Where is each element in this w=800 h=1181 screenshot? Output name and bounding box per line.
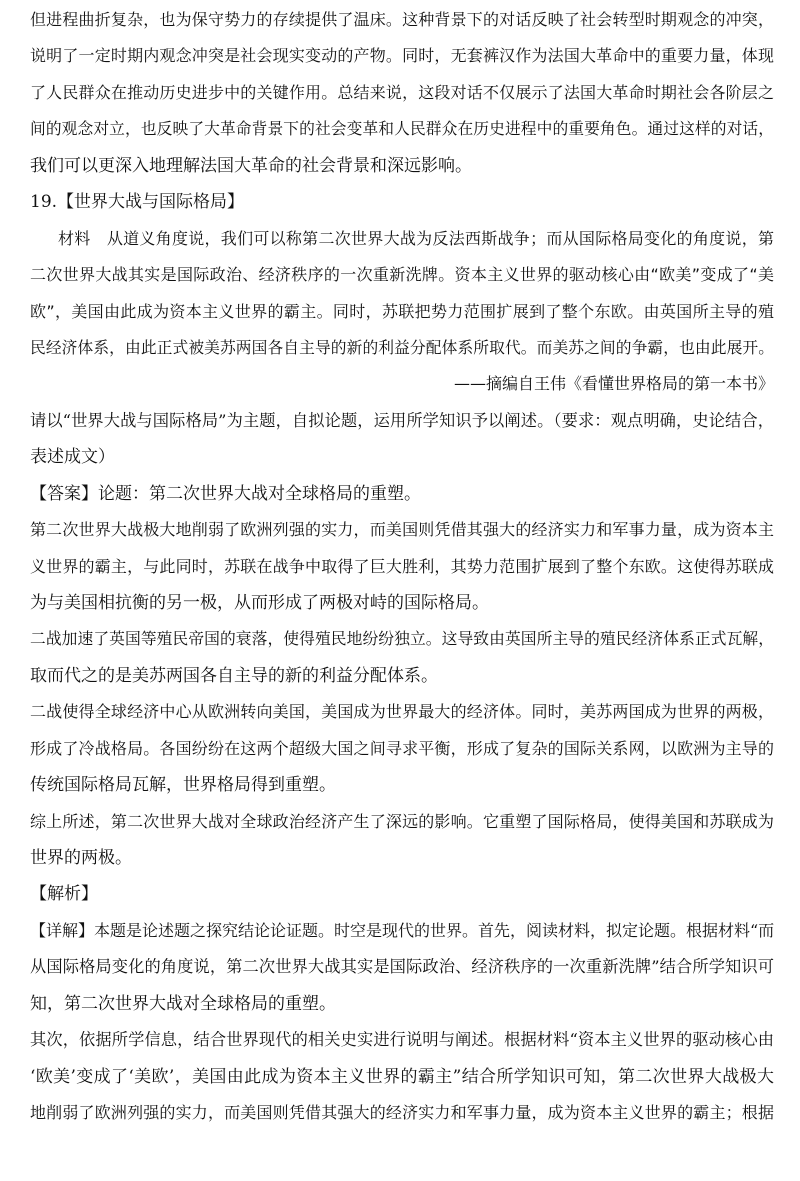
question-prompt: 表述成文） bbox=[30, 447, 115, 467]
text-line: 但进程曲折复杂，也为保守势力的存续提供了温床。这种背景下的对话反映了社会转型时期观念的冲突， bbox=[30, 10, 774, 29]
analysis-line: 【详解】本题是论述题之探究结论论证题。时空是现代的世界。首先，阅读材料，拟定论题。根据材料“而 bbox=[30, 921, 775, 940]
text-line: 了人民群众在推动历史进步中的关键作用。总结来说，这段对话不仅展示了法国大革命时期社会各阶层之 bbox=[30, 83, 774, 102]
answer-line: 义世界的霸主，与此同时，苏联在战争中取得了巨大胜利，其势力范围扩展到了整个东欧。这使得苏联成 bbox=[30, 557, 774, 576]
text-line: 说明了一定时期内观念冲突是社会现实变动的产物。同时，无套裤汉作为法国大革命中的重要力量，体现 bbox=[30, 46, 774, 65]
analysis-heading: 【解析】 bbox=[30, 884, 98, 904]
analysis-line: 从国际格局变化的角度说，第二次世界大战其实是国际政治、经济秩序的一次重新洗牌”结合所学知识可 bbox=[30, 957, 774, 976]
answer-line: 形成了冷战格局。各国纷纷在这两个超级大国之间寻求平衡，形成了复杂的国际关系网，以欧洲为主导的 bbox=[30, 739, 774, 758]
analysis-line: ‘欧美’变成了‘美欧’，美国由此成为资本主义世界的霸主”结合所学知识可知，第二次世界大战极大 bbox=[30, 1067, 774, 1087]
text-line: 我们可以更深入地理解法国大革命的社会背景和深远影响。 bbox=[30, 156, 472, 176]
analysis-line: 其次，依据所学信息，结合世界现代的相关史实进行说明与阐述。根据材料“资本主义世界的驱动核心由 bbox=[30, 1030, 774, 1049]
analysis-line: 地削弱了欧洲列强的实力，而美国则凭借其强大的经济实力和军事力量，成为资本主义世界的霸主；根据 bbox=[30, 1103, 774, 1122]
material-line: 欧”，美国由此成为资本主义世界的霸主。同时，苏联把势力范围扩展到了整个东欧。由英国所主导的殖 bbox=[30, 302, 774, 321]
question-heading: 19.【世界大战与国际格局】 bbox=[30, 192, 245, 212]
answer-line: 取而代之的是美苏两国各自主导的新的利益分配体系。 bbox=[30, 666, 438, 686]
answer-line: 传统国际格局瓦解，世界格局得到重塑。 bbox=[30, 775, 336, 795]
answer-line: 二战使得全球经济中心从欧洲转向美国，美国成为世界最大的经济体。同时，美苏两国成为世界的两极， bbox=[30, 702, 774, 721]
text-line: 间的观念对立，也反映了大革命背景下的社会变革和人民群众在历史进程中的重要角色。通过这样的对话， bbox=[30, 119, 774, 138]
answer-line: 二战加速了英国等殖民帝国的衰落，使得殖民地纷纷独立。这导致由英国所主导的殖民经济体系正式瓦解， bbox=[30, 629, 774, 648]
material-line: 材料 从道义角度说，我们可以称第二次世界大战为反法西斯战争；而从国际格局变化的角度说，第 bbox=[58, 229, 774, 248]
answer-line: 为与美国相抗衡的另一极，从而形成了两极对峙的国际格局。 bbox=[30, 593, 489, 613]
analysis-line: 知，第二次世界大战对全球格局的重塑。 bbox=[30, 994, 336, 1014]
answer-line: 世界的两极。 bbox=[30, 848, 132, 868]
material-line: 二次世界大战其实是国际政治、经济秩序的一次重新洗牌。资本主义世界的驱动核心由“欧美”变成了“美 bbox=[30, 265, 774, 284]
answer-heading: 【答案】论题：第二次世界大战对全球格局的重塑。 bbox=[30, 484, 421, 504]
question-prompt: 请以“世界大战与国际格局”为主题，自拟论题，运用所学知识予以阐述。（要求：观点明确，史论结合， bbox=[30, 411, 774, 430]
answer-line: 综上所述，第二次世界大战对全球政治经济产生了深远的影响。它重塑了国际格局，使得美国和苏联成为 bbox=[30, 812, 774, 831]
material-line: 民经济体系，由此正式被美苏两国各自主导的新的利益分配体系所取代。而美苏之间的争霸，也由此展开。 bbox=[30, 338, 774, 357]
material-source: ——摘编自王伟《看懂世界格局的第一本书》 bbox=[453, 374, 774, 393]
answer-line: 第二次世界大战极大地削弱了欧洲列强的实力，而美国则凭借其强大的经济实力和军事力量，成为资本主 bbox=[30, 520, 774, 539]
